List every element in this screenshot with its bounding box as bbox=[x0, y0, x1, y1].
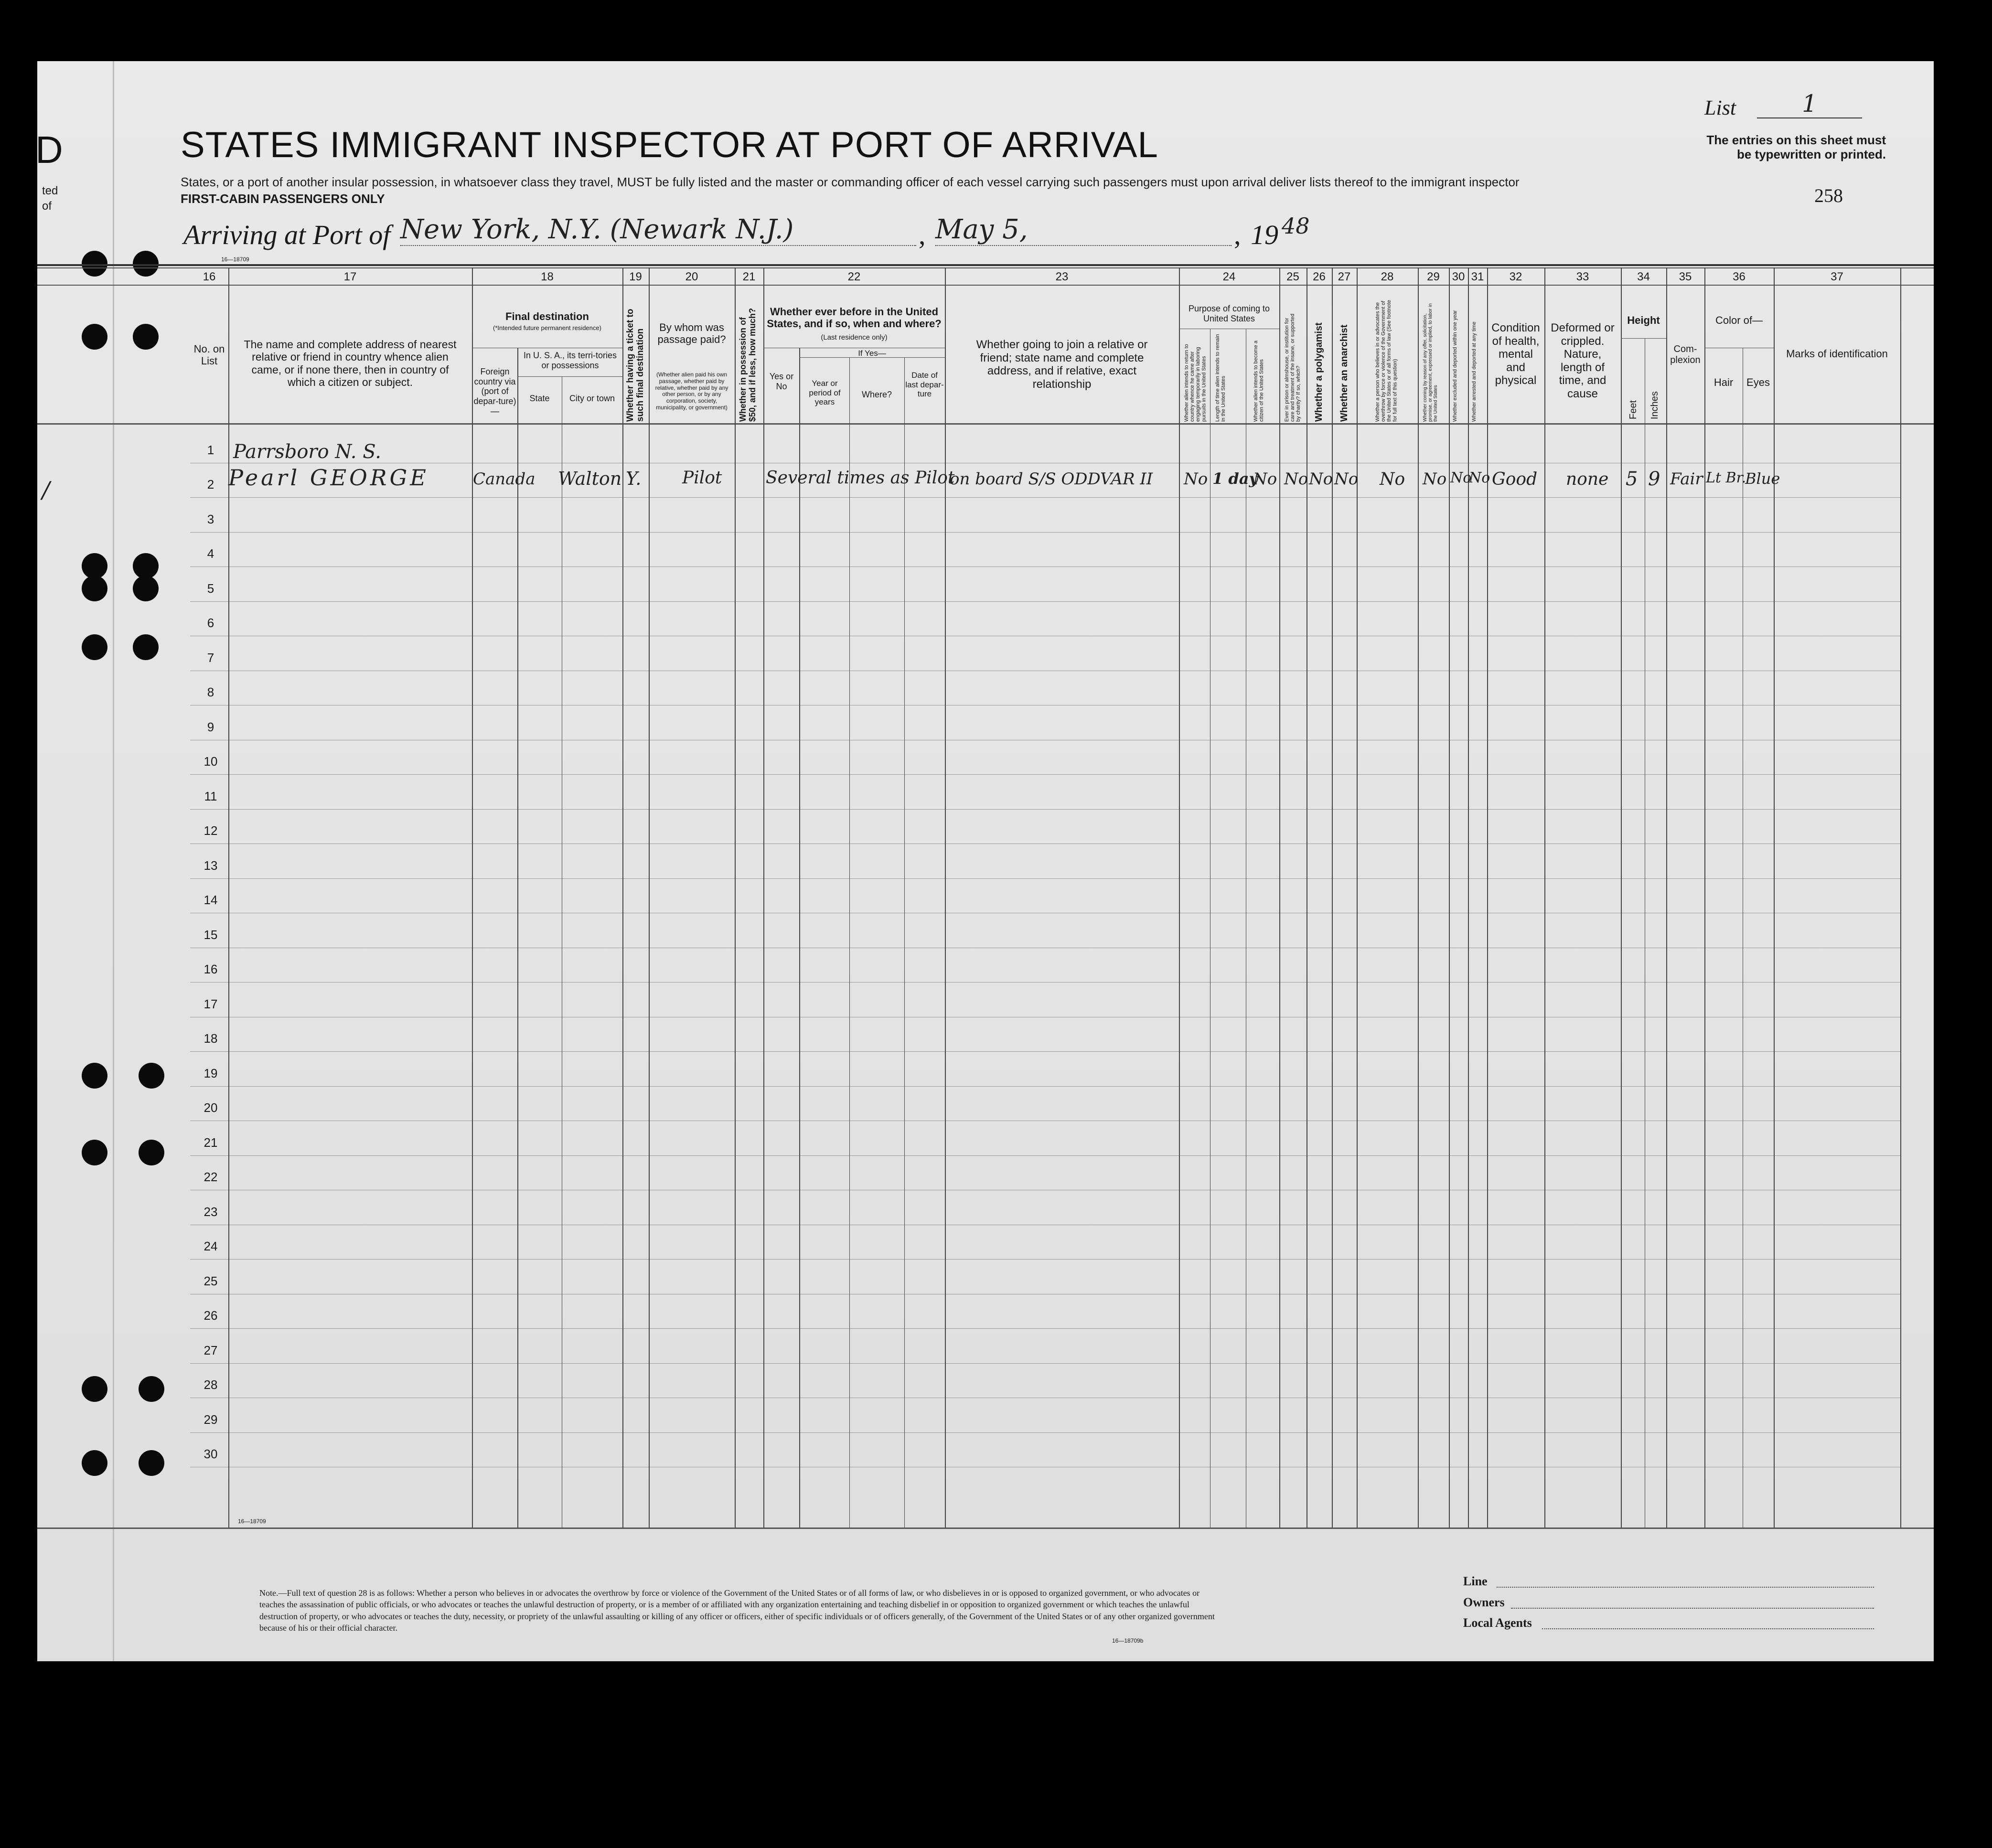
comma-2: , bbox=[1234, 219, 1241, 250]
heading-prison: Ever in prison or almshouse, or institution for care and treatment of the insane, or supported by charity? If so, which? bbox=[1284, 313, 1302, 422]
heading-ever-before-note: (Last residence only) bbox=[821, 333, 888, 342]
row-number: 19 bbox=[203, 1066, 218, 1080]
page-title: STATES IMMIGRANT INSPECTOR AT PORT OF ARRIVAL bbox=[181, 125, 1158, 165]
row-number: 12 bbox=[203, 823, 218, 838]
punch-hole bbox=[82, 1140, 107, 1165]
heading-q29: Whether coming by reason of any offer, solicitation, promise, or agreement, expressed or implied, to labor in the United States bbox=[1423, 303, 1438, 422]
sheet-number: 258 bbox=[1814, 185, 1843, 206]
row-number: 9 bbox=[207, 720, 214, 734]
col-divider bbox=[799, 348, 800, 1528]
row-number: 22 bbox=[203, 1170, 218, 1184]
entry-eyes: Blue bbox=[1745, 470, 1780, 488]
row-rule bbox=[190, 1363, 1900, 1364]
col-divider bbox=[1418, 267, 1419, 1528]
entry-q31: No bbox=[1469, 470, 1490, 486]
punch-hole bbox=[133, 553, 159, 579]
col-divider bbox=[849, 357, 850, 1528]
row-number: 11 bbox=[204, 789, 217, 803]
row-rule bbox=[190, 497, 1900, 498]
owners-label: Owners bbox=[1463, 1595, 1505, 1609]
row-number: 1 bbox=[207, 443, 214, 457]
row-number: 28 bbox=[203, 1378, 218, 1392]
heading-possession-50: Whether in possession of $50, and if less, how much? bbox=[738, 308, 757, 422]
col-number: 25 bbox=[1286, 270, 1299, 283]
row-number: 8 bbox=[207, 685, 214, 699]
col-divider bbox=[1279, 267, 1280, 1528]
row-rule bbox=[190, 1051, 1900, 1052]
heading-final-destination: Final destination bbox=[505, 310, 589, 322]
col-divider bbox=[472, 267, 473, 1528]
col-number: 28 bbox=[1381, 270, 1394, 283]
col-divider bbox=[1357, 267, 1358, 1528]
punch-hole bbox=[82, 1450, 107, 1476]
col-number: 20 bbox=[685, 270, 698, 283]
row-rule bbox=[190, 1432, 1900, 1433]
heading-ever-before: Whether ever before in the United States, and if so, when and where? bbox=[767, 306, 942, 330]
subheader-rule bbox=[1621, 338, 1666, 339]
fold-line bbox=[113, 61, 114, 1661]
heading-height: Height bbox=[1627, 314, 1660, 326]
left-fragment-letter: D bbox=[35, 128, 64, 171]
col-number: 32 bbox=[1509, 270, 1522, 283]
col-divider bbox=[517, 348, 518, 1528]
entry-purpose-c: No bbox=[1253, 470, 1277, 489]
date-value: May 5, bbox=[935, 214, 1232, 246]
arriving-label: Arriving at Port of bbox=[183, 219, 391, 250]
punch-hole bbox=[139, 1063, 164, 1089]
heading-complexion: Com-plexion bbox=[1670, 344, 1701, 365]
heading-join-relative: Whether going to join a relative or friend; state name and complete address, and if relative, exact relationship bbox=[976, 338, 1148, 391]
subtitle: States, or a port of another insular possession, in whatsoever class they travel, MUST be fully listed and the master or commanding officer of each vessel carrying such passengers must upon arrival deliver lists thereof to the immigrant inspector bbox=[181, 175, 1520, 189]
heading-nearest-relative: The name and complete address of nearest relative or friend in country whence alien came, or if none there, then in country of which a citizen or subject. bbox=[244, 338, 457, 389]
row-number: 23 bbox=[203, 1205, 218, 1219]
heading-polygamist: Whether a polygamist bbox=[1314, 322, 1324, 422]
col-divider bbox=[904, 357, 905, 1528]
col-divider bbox=[1449, 267, 1450, 1528]
heading-yes-or-no: Yes or No bbox=[769, 372, 794, 391]
punch-hole bbox=[133, 251, 159, 277]
left-fragment-text: ted bbox=[42, 184, 58, 197]
row-number: 26 bbox=[203, 1308, 218, 1323]
entry-polygamist: No bbox=[1309, 470, 1333, 489]
entry-purpose-b: 1 day bbox=[1212, 470, 1258, 488]
entry-anarchist: No bbox=[1334, 470, 1359, 489]
heading-final-destination-note: (*Intended future permanent residence) bbox=[493, 324, 601, 331]
owners-field bbox=[1511, 1608, 1874, 1609]
col-number: 37 bbox=[1831, 270, 1843, 283]
row-number: 21 bbox=[203, 1135, 218, 1150]
entry-passage-paid: Pilot bbox=[682, 468, 722, 488]
heading-passage-paid: By whom was passage paid? bbox=[657, 321, 726, 346]
form-code: 16—18709 bbox=[221, 256, 249, 263]
col-divider bbox=[1666, 267, 1667, 1528]
row-number: 18 bbox=[203, 1031, 218, 1046]
punch-hole bbox=[82, 576, 107, 601]
heading-inches: Inches bbox=[1649, 391, 1660, 419]
col-divider bbox=[1621, 267, 1622, 1528]
punch-hole bbox=[82, 634, 107, 660]
col-divider bbox=[1332, 267, 1333, 1528]
port-value: New York, N.Y. (Newark N.J.) bbox=[400, 214, 916, 246]
sheet-note-2: be typewritten or printed. bbox=[1736, 147, 1886, 161]
col-number: 24 bbox=[1222, 270, 1236, 283]
row-number: 16 bbox=[203, 962, 218, 976]
col-divider bbox=[1179, 267, 1180, 1528]
col-divider bbox=[228, 267, 229, 1528]
entry-q28: No bbox=[1380, 470, 1405, 489]
punch-hole bbox=[82, 251, 107, 277]
subheader-rule bbox=[517, 376, 622, 377]
col-number: 34 bbox=[1637, 270, 1650, 283]
line-label: Line bbox=[1463, 1574, 1488, 1588]
col-number: 23 bbox=[1055, 270, 1069, 283]
heading-hair: Hair bbox=[1714, 376, 1734, 388]
row-number: 15 bbox=[203, 928, 218, 942]
heading-health: Condition of health, mental and physical bbox=[1491, 321, 1540, 387]
col-divider bbox=[735, 267, 736, 1528]
col-number: 22 bbox=[847, 270, 861, 283]
col-divider bbox=[1468, 267, 1469, 1528]
row-rule bbox=[190, 1086, 1900, 1087]
punch-hole bbox=[82, 553, 107, 579]
heading-where: Where? bbox=[861, 390, 892, 399]
heading-q30: Whether excluded and deported within one year bbox=[1452, 310, 1458, 422]
heading-feet: Feet bbox=[1628, 400, 1639, 419]
header-bottom-rule bbox=[37, 423, 1934, 425]
row-number: 13 bbox=[203, 858, 218, 873]
row-number: 27 bbox=[203, 1343, 218, 1357]
list-value: 1 bbox=[1757, 90, 1862, 118]
heading-passage-paid-note: (Whether alien paid his own passage, whether paid by relative, whether paid by any other person, or by any corporation, society, municipality, or government) bbox=[655, 371, 728, 411]
entry-complexion: Fair bbox=[1670, 470, 1703, 489]
sheet-note-1: The entries on this sheet must bbox=[1706, 133, 1886, 147]
year-prefix: 19 bbox=[1251, 219, 1278, 250]
entry-q30: No bbox=[1450, 470, 1472, 486]
heading-purpose-b: Length of time alien intends to remain in the United States bbox=[1215, 334, 1227, 422]
heading-anarchist: Whether an anarchist bbox=[1339, 324, 1349, 422]
entry-q29: No bbox=[1423, 470, 1447, 489]
heading-q31: Whether arrested and deported at any time bbox=[1471, 321, 1477, 422]
entry-feet: 5 bbox=[1626, 468, 1638, 490]
entry-hair: Lt Br. bbox=[1706, 470, 1746, 486]
punch-hole bbox=[139, 1376, 164, 1402]
year-suffix: 48 bbox=[1282, 213, 1310, 239]
heading-year-period: Year or period of years bbox=[809, 379, 841, 407]
row-number: 29 bbox=[203, 1412, 218, 1427]
heading-color-of: Color of— bbox=[1715, 314, 1763, 326]
heading-q28: Whether a person who believes in or advocates the overthrow by force or violence of the Government of the United States or of all forms of law (See footnote for full text of this question) bbox=[1375, 300, 1398, 422]
row-number: 3 bbox=[207, 512, 214, 526]
col-number: 27 bbox=[1338, 270, 1351, 283]
row-rule bbox=[190, 566, 1900, 567]
table-bottom-rule bbox=[37, 1528, 1934, 1529]
footnote-code: 16—18709b bbox=[1112, 1637, 1144, 1644]
col-divider bbox=[945, 267, 946, 1528]
row-number: 20 bbox=[203, 1100, 218, 1115]
row-rule bbox=[190, 982, 1900, 983]
row-number: 5 bbox=[207, 581, 214, 596]
punch-hole bbox=[133, 576, 159, 601]
bottom-form-code: 16—18709 bbox=[238, 1518, 266, 1525]
col-number: 26 bbox=[1313, 270, 1326, 283]
punch-hole bbox=[139, 1140, 164, 1165]
row-number: 24 bbox=[203, 1239, 218, 1253]
entry-join-relative: on board S/S ODDVAR II bbox=[950, 470, 1153, 489]
entry-ticket: Y. bbox=[626, 468, 642, 489]
punch-hole bbox=[82, 324, 107, 350]
heading-deformed: Deformed or crippled. Nature, length of time, and cause bbox=[1551, 321, 1615, 400]
heading-if-yes: If Yes— bbox=[858, 349, 886, 358]
col-number: 21 bbox=[742, 270, 756, 283]
row-number: 2 bbox=[207, 477, 214, 491]
row-number: 4 bbox=[207, 546, 214, 561]
col-divider bbox=[1704, 267, 1705, 1528]
row-number: 30 bbox=[203, 1447, 218, 1461]
line-field bbox=[1497, 1587, 1874, 1588]
list-label: List bbox=[1704, 96, 1736, 119]
col-number: 18 bbox=[541, 270, 554, 283]
local-agents-field bbox=[1542, 1628, 1874, 1629]
row-rule bbox=[190, 809, 1900, 810]
heading-marks: Marks of identification bbox=[1786, 348, 1888, 360]
col-number: 19 bbox=[629, 270, 642, 283]
col-number: 33 bbox=[1576, 270, 1589, 283]
heading-in-usa: In U. S. A., its terri-tories or possessions bbox=[523, 351, 617, 370]
first-cabin-label: FIRST-CABIN PASSENGERS ONLY bbox=[181, 192, 385, 206]
row-number: 17 bbox=[203, 997, 218, 1011]
col-divider bbox=[622, 267, 623, 1528]
col-number: 16 bbox=[203, 270, 216, 283]
col-divider bbox=[763, 267, 764, 1528]
row-rule bbox=[190, 774, 1900, 775]
table-top-rule bbox=[37, 264, 1934, 266]
row-number: 10 bbox=[203, 754, 218, 769]
stray-mark: / bbox=[42, 477, 50, 503]
col-divider bbox=[649, 267, 650, 1528]
entry-ever-before: Several times as Pilot bbox=[766, 468, 955, 488]
entry-address-line: Parrsboro N. S. bbox=[233, 441, 381, 463]
col-divider bbox=[1900, 267, 1901, 1528]
row-rule bbox=[190, 601, 1900, 602]
row-rule bbox=[190, 1155, 1900, 1156]
punch-hole bbox=[133, 634, 159, 660]
row-number: 6 bbox=[207, 616, 214, 630]
heading-purpose-a: Whether alien intends to return to country whence he came after engaging temporarily in laboring pursuits in the United States bbox=[1184, 344, 1207, 422]
col-number: 17 bbox=[343, 270, 357, 283]
left-fragment-text-2: of bbox=[42, 200, 52, 213]
col-divider bbox=[1774, 267, 1775, 1528]
heading-eyes: Eyes bbox=[1746, 376, 1770, 388]
table-top-rule-2 bbox=[37, 267, 1934, 268]
row-rule bbox=[190, 1259, 1900, 1260]
col-number: 29 bbox=[1427, 270, 1440, 283]
col-number: 30 bbox=[1452, 270, 1465, 283]
heading-foreign-country: Foreign country via (port of depar-ture)— bbox=[473, 367, 516, 416]
col-number: 35 bbox=[1679, 270, 1692, 283]
col-number: 36 bbox=[1733, 270, 1746, 283]
entry-health: Good bbox=[1492, 470, 1538, 489]
heading-city: City or town bbox=[569, 394, 615, 403]
heading-state: State bbox=[529, 394, 550, 403]
footnote: Note.—Full text of question 28 is as follows: Whether a person who believes in or advocates the overthrow by force or violence of the Government of the United States or of all forms of law, or who disbelieves in or is opposed to organized government, or who advocates or teaches the assassination of public officials, or who advocates or teaches the unlawful destruction of property, or is a member of or affiliated with any organization entertaining and teaching disbelief in or opposition to organized government or which teaches the unlawful destruction of property, or who advocates or teaches the duty, necessity, or propriety of the unlawful assaulting or killing of any officer or officers, either of specific individuals or of officers generally, of the Government of the United States or of any other organized government because of his or their official character. bbox=[259, 1588, 1215, 1633]
row-number: 25 bbox=[203, 1274, 218, 1288]
col-number: 31 bbox=[1471, 270, 1484, 283]
col-divider bbox=[1544, 267, 1545, 1528]
row-rule bbox=[190, 878, 1900, 879]
local-agents-label: Local Agents bbox=[1463, 1616, 1532, 1630]
heading-purpose: Purpose of coming to United States bbox=[1188, 304, 1270, 323]
row-number: 7 bbox=[207, 651, 214, 665]
row-rule bbox=[190, 1328, 1900, 1329]
entry-relative-name: Pearl GEORGE bbox=[228, 465, 429, 491]
column-number-rule bbox=[37, 285, 1934, 286]
heading-purpose-c: Whether alien intends to become a citizen of the United States bbox=[1253, 341, 1265, 422]
manifest-sheet bbox=[37, 61, 1934, 1661]
row-rule bbox=[190, 532, 1900, 533]
entry-inches: 9 bbox=[1648, 468, 1660, 490]
punch-hole bbox=[133, 324, 159, 350]
punch-hole bbox=[139, 1450, 164, 1476]
entry-city: Walton bbox=[558, 468, 622, 489]
punch-hole bbox=[82, 1376, 107, 1402]
entry-prison: No bbox=[1284, 470, 1308, 489]
row-number: 14 bbox=[203, 893, 218, 907]
entry-purpose-a: No bbox=[1184, 470, 1208, 489]
heading-no-on-list: No. on List bbox=[193, 343, 225, 367]
col-divider bbox=[1487, 267, 1488, 1528]
heading-ticket: Whether having a ticket to such final destination bbox=[625, 309, 645, 422]
punch-hole bbox=[82, 1063, 107, 1089]
comma: , bbox=[919, 219, 926, 250]
entry-deformed: none bbox=[1566, 470, 1609, 489]
entry-foreign-country: Canada bbox=[473, 470, 535, 489]
heading-date-last-departure: Date of last depar-ture bbox=[905, 371, 944, 399]
